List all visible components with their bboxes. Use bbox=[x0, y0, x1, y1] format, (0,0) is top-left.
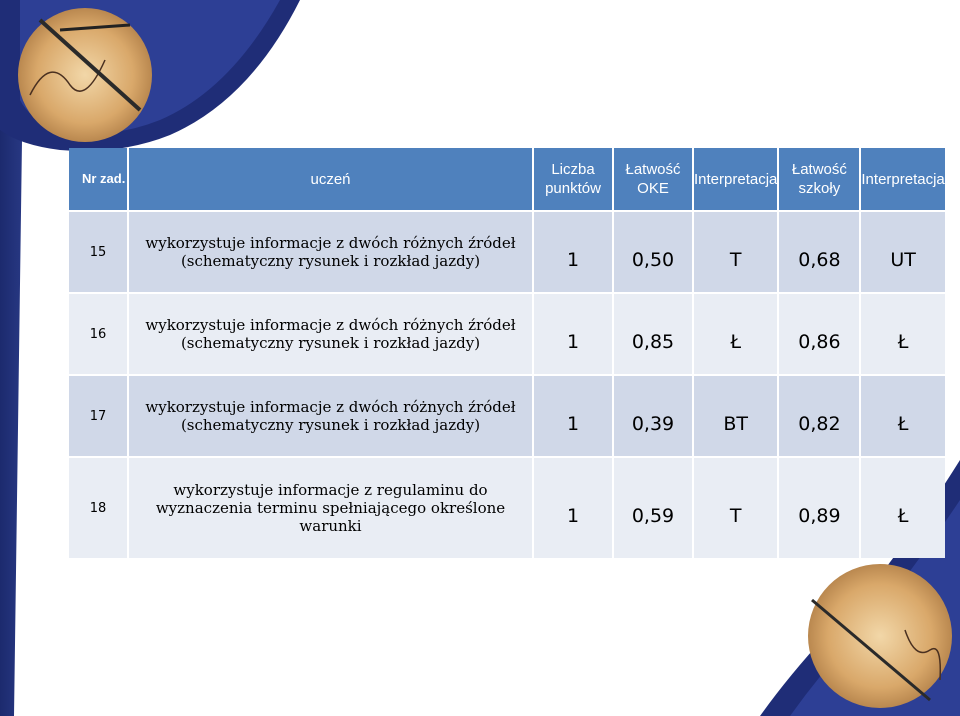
table-row bbox=[69, 212, 945, 292]
header-ease-school: Łatwość szkoły bbox=[779, 148, 859, 210]
points-value: 1 bbox=[534, 294, 612, 374]
task-description: wykorzystuje informacje z dwóch różnych źródeł (schematyczny rysunek i rozkład jazdy) bbox=[129, 212, 532, 292]
interpretation-school-value: UT bbox=[861, 212, 944, 292]
task-number: 16 bbox=[69, 294, 127, 374]
header-interpretation-oke: Interpretacja bbox=[694, 148, 777, 210]
header-points: Liczba punktów bbox=[534, 148, 612, 210]
ease-school-value: 0,86 bbox=[779, 294, 859, 374]
ease-school-value: 0,82 bbox=[779, 376, 859, 456]
task-description: wykorzystuje informacje z dwóch różnych źródeł (schematyczny rysunek i rozkład jazdy) bbox=[129, 294, 532, 374]
header-nr: Nr zad. bbox=[69, 148, 127, 210]
interpretation-school-value: Ł bbox=[861, 376, 944, 456]
ease-school-value: 0,89 bbox=[779, 458, 859, 558]
task-number: 18 bbox=[69, 458, 127, 558]
points-value: 1 bbox=[534, 376, 612, 456]
ease-oke-value: 0,50 bbox=[614, 212, 692, 292]
task-number: 17 bbox=[69, 376, 127, 456]
ease-oke-value: 0,59 bbox=[614, 458, 692, 558]
table-row bbox=[69, 294, 945, 374]
interpretation-oke-value: T bbox=[694, 212, 777, 292]
table-row bbox=[69, 376, 945, 456]
ease-oke-value: 0,39 bbox=[614, 376, 692, 456]
interpretation-oke-value: BT bbox=[694, 376, 777, 456]
results-table bbox=[67, 146, 947, 560]
ease-school-value: 0,68 bbox=[779, 212, 859, 292]
ease-oke-value: 0,85 bbox=[614, 294, 692, 374]
table-row bbox=[69, 458, 945, 558]
points-value: 1 bbox=[534, 212, 612, 292]
task-description: wykorzystuje informacje z dwóch różnych źródeł (schematyczny rysunek i rozkład jazdy) bbox=[129, 376, 532, 456]
task-number: 15 bbox=[69, 212, 127, 292]
header-ease-oke: Łatwość OKE bbox=[614, 148, 692, 210]
interpretation-oke-value: Ł bbox=[694, 294, 777, 374]
interpretation-school-value: Ł bbox=[861, 458, 944, 558]
table-header-row bbox=[69, 148, 945, 210]
header-pupil: uczeń bbox=[129, 148, 532, 210]
interpretation-school-value: Ł bbox=[861, 294, 944, 374]
interpretation-oke-value: T bbox=[694, 458, 777, 558]
header-interpretation-school: Interpretacja bbox=[861, 148, 944, 210]
points-value: 1 bbox=[534, 458, 612, 558]
task-description: wykorzystuje informacje z regulaminu do wyznaczenia terminu spełniającego określone warunki bbox=[129, 458, 532, 558]
